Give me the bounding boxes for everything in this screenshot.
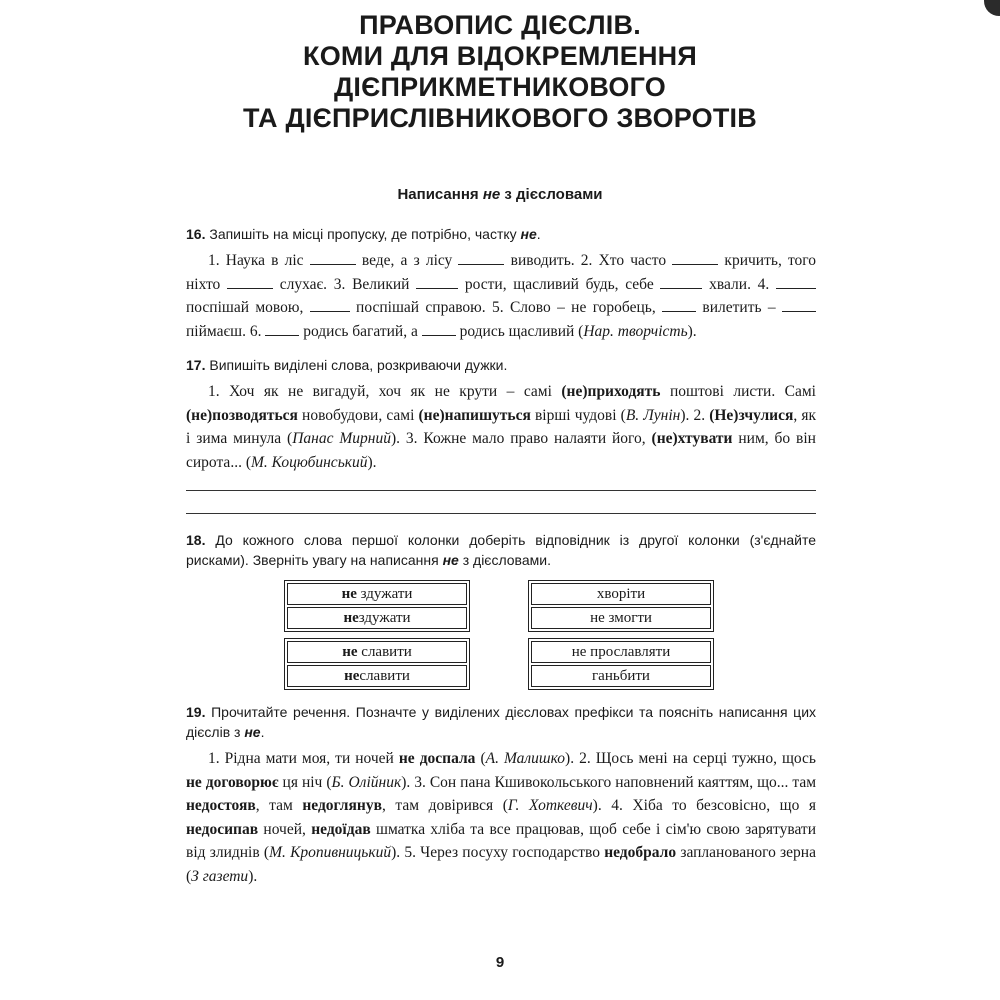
word-part-bold: не	[341, 586, 357, 602]
source-author: А. Малишко	[485, 750, 566, 767]
instruction-ne: не	[520, 226, 537, 242]
blank-10[interactable]	[782, 296, 816, 312]
instruction-end: з дієсловами.	[458, 552, 551, 568]
highlighted-word: недоглянув	[302, 797, 382, 814]
text-part: ). 5. Через посуху господарство	[391, 844, 605, 861]
blank-2[interactable]	[458, 249, 504, 265]
source-author: Г. Хоткевич	[507, 797, 593, 814]
exercise-19-text	[186, 747, 816, 888]
word-box[interactable]: ганьбити	[531, 665, 711, 687]
text-part: , там довірився (	[381, 797, 508, 814]
text-part: слухає. 3. Великий	[273, 275, 417, 293]
matching-columns	[186, 580, 816, 690]
exercise-19	[186, 702, 816, 888]
text-part: хвали. 4.	[702, 275, 776, 293]
text-part: шматка хліба та все працював, щоб себе і сім'ю свою зарятувати від злиднів (	[186, 820, 816, 861]
title-line-2: КОМИ ДЛЯ ВІДОКРЕМЛЕННЯ	[303, 41, 697, 71]
word-box[interactable]	[287, 641, 467, 663]
word-part: славити	[357, 644, 412, 660]
text-part: вірші чудові (	[530, 406, 626, 424]
exercise-number: 16.	[186, 226, 206, 242]
text-part: ). 3. Кожне мало право налаяти його,	[390, 430, 652, 447]
text-part: ). 3. Сон пана Кшивокольського наповнений каяттям, що... там	[401, 773, 817, 791]
source-author: Нар. творчість	[583, 322, 688, 340]
section-heading-text-end: з дієсловами	[500, 186, 603, 203]
exercise-16-instruction	[186, 224, 816, 244]
blank-5[interactable]	[416, 273, 458, 289]
blank-6[interactable]	[660, 273, 702, 289]
right-group-1	[528, 580, 714, 632]
page-title	[180, 10, 820, 134]
left-group-2	[284, 638, 470, 690]
instruction-text: Випишіть виділені слова, розкриваючи дужки.	[209, 357, 508, 373]
word-part-bold: не	[342, 644, 358, 660]
text-part: ).	[367, 453, 377, 471]
section-heading-text: Написання	[397, 186, 483, 203]
word-box[interactable]	[287, 607, 467, 629]
exercise-19-instruction	[186, 702, 816, 742]
answer-line-2[interactable]	[186, 513, 816, 514]
left-group-1	[284, 580, 470, 632]
blank-1[interactable]	[310, 249, 356, 265]
highlighted-word: (Не)зчулися	[709, 406, 794, 424]
source-author: М. Кропивницький	[269, 844, 392, 861]
instruction-ne: не	[442, 552, 459, 568]
exercises	[186, 224, 816, 888]
text-part: 1. Хоч як не вигадуй, хоч як не крути – самі	[208, 383, 562, 400]
blank-9[interactable]	[662, 296, 696, 312]
text-part: поспішай справою. 5. Слово – не горобець,	[349, 299, 663, 316]
exercise-17	[186, 355, 816, 514]
highlighted-word: не доспала	[398, 750, 476, 767]
text-part: піймаєш. 6.	[186, 322, 266, 340]
exercise-18-instruction	[186, 530, 816, 570]
text-part: ).	[687, 322, 697, 340]
text-part: веде, а з лісу	[355, 252, 459, 269]
text-part: , там	[255, 797, 303, 814]
exercise-number: 18.	[186, 532, 206, 548]
word-box[interactable]: не змогти	[531, 607, 711, 629]
corner-mark	[984, 0, 1000, 16]
highlighted-word: не договорює	[186, 773, 279, 791]
exercise-number: 17.	[186, 357, 206, 373]
highlighted-word: (не)приходять	[561, 383, 661, 400]
text-part: вилетить –	[696, 299, 783, 316]
text-part: поштові листи. Самі	[660, 383, 816, 400]
highlighted-word: (не)позводяться	[186, 406, 298, 424]
text-part: (	[475, 750, 486, 767]
instruction-end: .	[536, 226, 541, 242]
text-part: ночей,	[258, 820, 312, 838]
highlighted-word: (не)хтувати	[651, 430, 733, 447]
highlighted-word: недобрало	[604, 844, 677, 861]
word-part: славити	[359, 668, 410, 684]
text-part: новобудови, самі	[297, 406, 419, 424]
instruction-text: Прочитайте речення. Позначте у виділених дієсловах префікси та поясніть написання цих дієслів з	[186, 704, 817, 740]
blank-7[interactable]	[776, 273, 816, 289]
text-part: ця ніч (	[278, 773, 332, 791]
text-part: родись щасливий (	[455, 322, 584, 340]
blank-4[interactable]	[227, 273, 273, 289]
text-part: 1. Наука в ліс	[208, 252, 310, 269]
text-part: ).	[248, 867, 258, 885]
right-group-2	[528, 638, 714, 690]
text-part: ним, бо він сирота... (	[186, 430, 816, 471]
highlighted-word: недоїдав	[311, 820, 371, 838]
exercise-16	[186, 224, 816, 343]
instruction-text: Запишіть на місці пропуску, де потрібно, частку	[209, 226, 521, 242]
word-part: здужати	[356, 586, 413, 602]
word-box[interactable]: хворіти	[531, 583, 711, 605]
highlighted-word: (не)напишуться	[418, 406, 531, 424]
text-part: ). 4. Хіба то безсовісно, що я	[592, 797, 817, 814]
section-heading	[180, 186, 820, 203]
exercise-17-text	[186, 380, 816, 474]
source-author: М. Коцюбинський	[250, 453, 368, 471]
blank-8[interactable]	[310, 296, 350, 312]
blank-11[interactable]	[265, 320, 299, 336]
text-part: виводить. 2. Хто часто	[504, 252, 673, 269]
text-part: 1. Рідна мати моя, ти ночей	[208, 750, 399, 767]
blank-12[interactable]	[422, 320, 456, 336]
title-line-3: ДІЄПРИКМЕТНИКОВОГО	[333, 72, 666, 102]
word-part-bold: не	[343, 610, 359, 626]
instruction-ne: не	[244, 724, 261, 740]
highlighted-word: недосипав	[186, 820, 259, 838]
exercise-18	[186, 530, 816, 690]
text-part: кричить, того ніхто	[186, 252, 817, 293]
highlighted-word: недостояв	[186, 797, 256, 814]
text-part: , як і зима минула (	[186, 406, 817, 447]
source-author: Панас Мирний	[292, 430, 391, 447]
text-part: родись багатий, а	[299, 322, 422, 340]
answer-line-1[interactable]	[186, 490, 816, 491]
text-part: поспішай мовою,	[186, 299, 310, 316]
blank-3[interactable]	[672, 249, 718, 265]
title-line-1: ПРАВОПИС ДІЄСЛІВ.	[359, 10, 641, 40]
section-heading-ne: не	[482, 186, 501, 203]
text-part: ). 2.	[680, 406, 710, 424]
source-author: З газети	[191, 867, 249, 885]
word-box[interactable]: не прославляти	[531, 641, 711, 663]
exercise-17-instruction	[186, 355, 816, 375]
text-part: запланованого зерна (	[186, 844, 816, 885]
exercise-number: 19.	[186, 704, 206, 720]
page-number: 9	[495, 954, 505, 971]
text-part: ). 2. Щось мені на серці тужно, щось	[565, 750, 817, 767]
exercise-16-text	[186, 249, 816, 343]
title-line-4: ТА ДІЄПРИСЛІВНИКОВОГО ЗВОРОТІВ	[243, 103, 757, 133]
instruction-text: До кожного слова першої колонки доберіть відповідник із другої колонки (з'єднайте рисками). Зверніть увагу на написання	[186, 532, 817, 568]
word-box[interactable]	[287, 583, 467, 605]
word-part-bold: не	[344, 668, 360, 684]
instruction-end: .	[260, 724, 265, 740]
source-author: В. Лунін	[625, 406, 681, 424]
source-author: Б. Олійник	[331, 773, 402, 791]
word-box[interactable]	[287, 665, 467, 687]
text-part: рости, щасливий будь, себе	[458, 275, 661, 293]
word-part: здужати	[358, 610, 411, 626]
